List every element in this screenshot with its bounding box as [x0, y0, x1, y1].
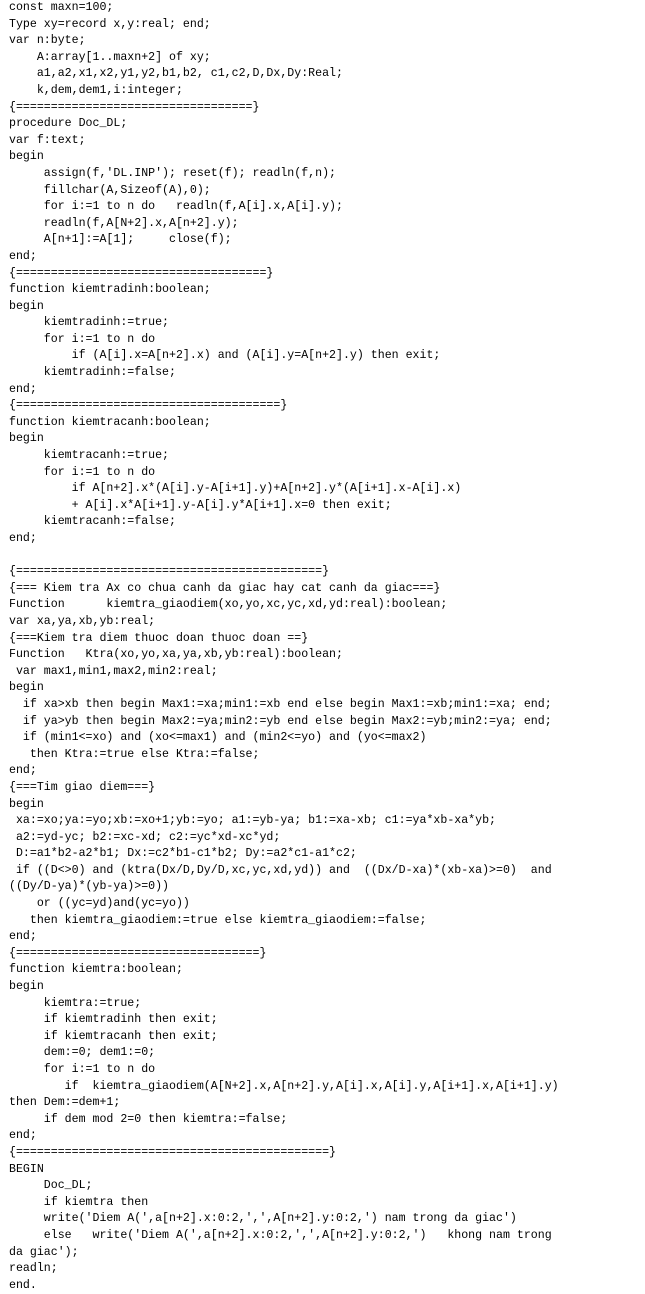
code-line: kiemtracanh:=true;	[9, 449, 170, 463]
code-line: {====================================}	[9, 266, 274, 280]
code-line: end;	[9, 249, 37, 263]
code-line: assign(f,'DL.INP'); reset(f); readln(f,n);	[9, 166, 336, 180]
code-line: end;	[9, 1129, 37, 1143]
code-line: kiemtra:=true;	[9, 996, 142, 1010]
code-line: kiemtradinh:=true;	[9, 316, 170, 330]
code-line: begin	[9, 980, 44, 994]
code-line: a2:=yd-yc; b2:=xc-xd; c2:=yc*xd-xc*yd;	[9, 830, 281, 844]
code-line: then kiemtra_giaodiem:=true else kiemtra_giaodiem:=false;	[9, 913, 427, 927]
code-line: ((Dy/D-ya)*(yb-ya)>=0))	[9, 880, 170, 894]
code-line: {===Tim giao diem===}	[9, 780, 156, 794]
code-line: readln;	[9, 1262, 58, 1276]
code-line: for i:=1 to n do	[9, 465, 156, 479]
code-line: function kiemtra:boolean;	[9, 963, 183, 977]
code-line: readln(f,A[N+2].x,A[n+2].y);	[9, 216, 239, 230]
code-line: var max1,min1,max2,min2:real;	[9, 664, 218, 678]
code-line: fillchar(A,Sizeof(A),0);	[9, 183, 211, 197]
code-line	[9, 548, 645, 565]
code-line: k,dem,dem1,i:integer;	[9, 83, 183, 97]
code-line: end.	[9, 1278, 37, 1292]
code-line: for i:=1 to n do readln(f,A[i].x,A[i].y);	[9, 200, 343, 214]
code-line: begin	[9, 681, 44, 695]
code-line: {===================================}	[9, 946, 267, 960]
code-line: Type xy=record x,y:real; end;	[9, 17, 211, 31]
code-line: end;	[9, 382, 37, 396]
code-line: Function Ktra(xo,yo,xa,ya,xb,yb:real):boolean;	[9, 648, 343, 662]
code-line: else write('Diem A(',a[n+2].x:0:2,',',A[n+2].y:0:2,') khong nam trong	[9, 1228, 552, 1242]
code-line: if (A[i].x=A[n+2].x) and (A[i].y=A[n+2].y) then exit;	[9, 349, 441, 363]
code-line: var n:byte;	[9, 34, 86, 48]
code-line: a1,a2,x1,x2,y1,y2,b1,b2, c1,c2,D,Dx,Dy:Real;	[9, 67, 343, 81]
code-line: {============================================}	[9, 565, 330, 579]
code-line: if kiemtracanh then exit;	[9, 1029, 218, 1043]
code-line: xa:=xo;ya:=yo;xb:=xo+1;yb:=yo; a1:=yb-ya; b1:=xa-xb; c1:=ya*xb-xa*yb;	[9, 814, 497, 828]
code-line: begin	[9, 299, 44, 313]
code-line: var f:text;	[9, 133, 86, 147]
code-line: begin	[9, 797, 44, 811]
code-line: function kiemtradinh:boolean;	[9, 283, 211, 297]
code-line: A:array[1..maxn+2] of xy;	[9, 50, 211, 64]
code-line: {=============================================}	[9, 1145, 336, 1159]
code-line: BEGIN	[9, 1162, 44, 1176]
code-line: dem:=0; dem1:=0;	[9, 1046, 156, 1060]
code-line: if dem mod 2=0 then kiemtra:=false;	[9, 1112, 288, 1126]
code-line: begin	[9, 432, 44, 446]
code-line: if xa>xb then begin Max1:=xa;min1:=xb end else begin Max1:=xb;min1:=xa; end;	[9, 697, 552, 711]
code-line: {==================================}	[9, 100, 260, 114]
code-line: + A[i].x*A[i+1].y-A[i].y*A[i+1].x=0 then exit;	[9, 498, 392, 512]
code-line: end;	[9, 930, 37, 944]
code-line: end;	[9, 532, 37, 545]
code-line: if kiemtra then	[9, 1195, 149, 1209]
code-line: Function kiemtra_giaodiem(xo,yo,xc,yc,xd,yd:real):boolean;	[9, 598, 448, 612]
code-line: D:=a1*b2-a2*b1; Dx:=c2*b1-c1*b2; Dy:=a2*c1-a1*c2;	[9, 847, 357, 861]
code-line: then Ktra:=true else Ktra:=false;	[9, 747, 260, 761]
code-line: kiemtradinh:=false;	[9, 366, 176, 380]
code-line: if ya>yb then begin Max2:=ya;min2:=yb end else begin Max2:=yb;min2:=ya; end;	[9, 714, 552, 728]
code-line: {=== Kiem tra Ax co chua canh da giac hay cat canh da giac===}	[9, 581, 441, 595]
code-line: kiemtracanh:=false;	[9, 515, 176, 529]
code-line: if kiemtradinh then exit;	[9, 1013, 218, 1027]
code-line: if (min1<=xo) and (xo<=max1) and (min2<=yo) and (yo<=max2)	[9, 731, 427, 745]
code-line: begin	[9, 150, 44, 164]
code-line: function kiemtracanh:boolean;	[9, 415, 211, 429]
code-line: procedure Doc_DL;	[9, 117, 128, 131]
code-line: var xa,ya,xb,yb:real;	[9, 614, 156, 628]
code-line: const maxn=100;	[9, 1, 114, 14]
code-line: write('Diem A(',a[n+2].x:0:2,',',A[n+2].y:0:2,') nam trong da giac')	[9, 1212, 517, 1226]
code-line: da giac');	[9, 1245, 79, 1259]
code-line: A[n+1]:=A[1]; close(f);	[9, 233, 232, 247]
code-line: end;	[9, 764, 37, 778]
code-line: for i:=1 to n do	[9, 1063, 156, 1076]
code-line: if kiemtra_giaodiem(A[N+2].x,A[n+2].y,A[i].x,A[i].y,A[i+1].x,A[i+1].y)	[9, 1079, 559, 1093]
code-line: if ((D<>0) and (ktra(Dx/D,Dy/D,xc,yc,xd,yd)) and ((Dx/D-xa)*(xb-xa)>=0) and	[9, 863, 552, 877]
code-line: Doc_DL;	[9, 1179, 93, 1193]
code-line: {===Kiem tra diem thuoc doan thuoc doan ==}	[9, 631, 309, 645]
code-line: or ((yc=yd)and(yc=yo))	[9, 897, 190, 911]
code-line: for i:=1 to n do	[9, 332, 156, 346]
code-line: if A[n+2].x*(A[i].y-A[i+1].y)+A[n+2].y*(A[i+1].x-A[i].x)	[9, 482, 462, 496]
code-line: then Dem:=dem+1;	[9, 1096, 121, 1110]
code-line: {======================================}	[9, 399, 288, 413]
